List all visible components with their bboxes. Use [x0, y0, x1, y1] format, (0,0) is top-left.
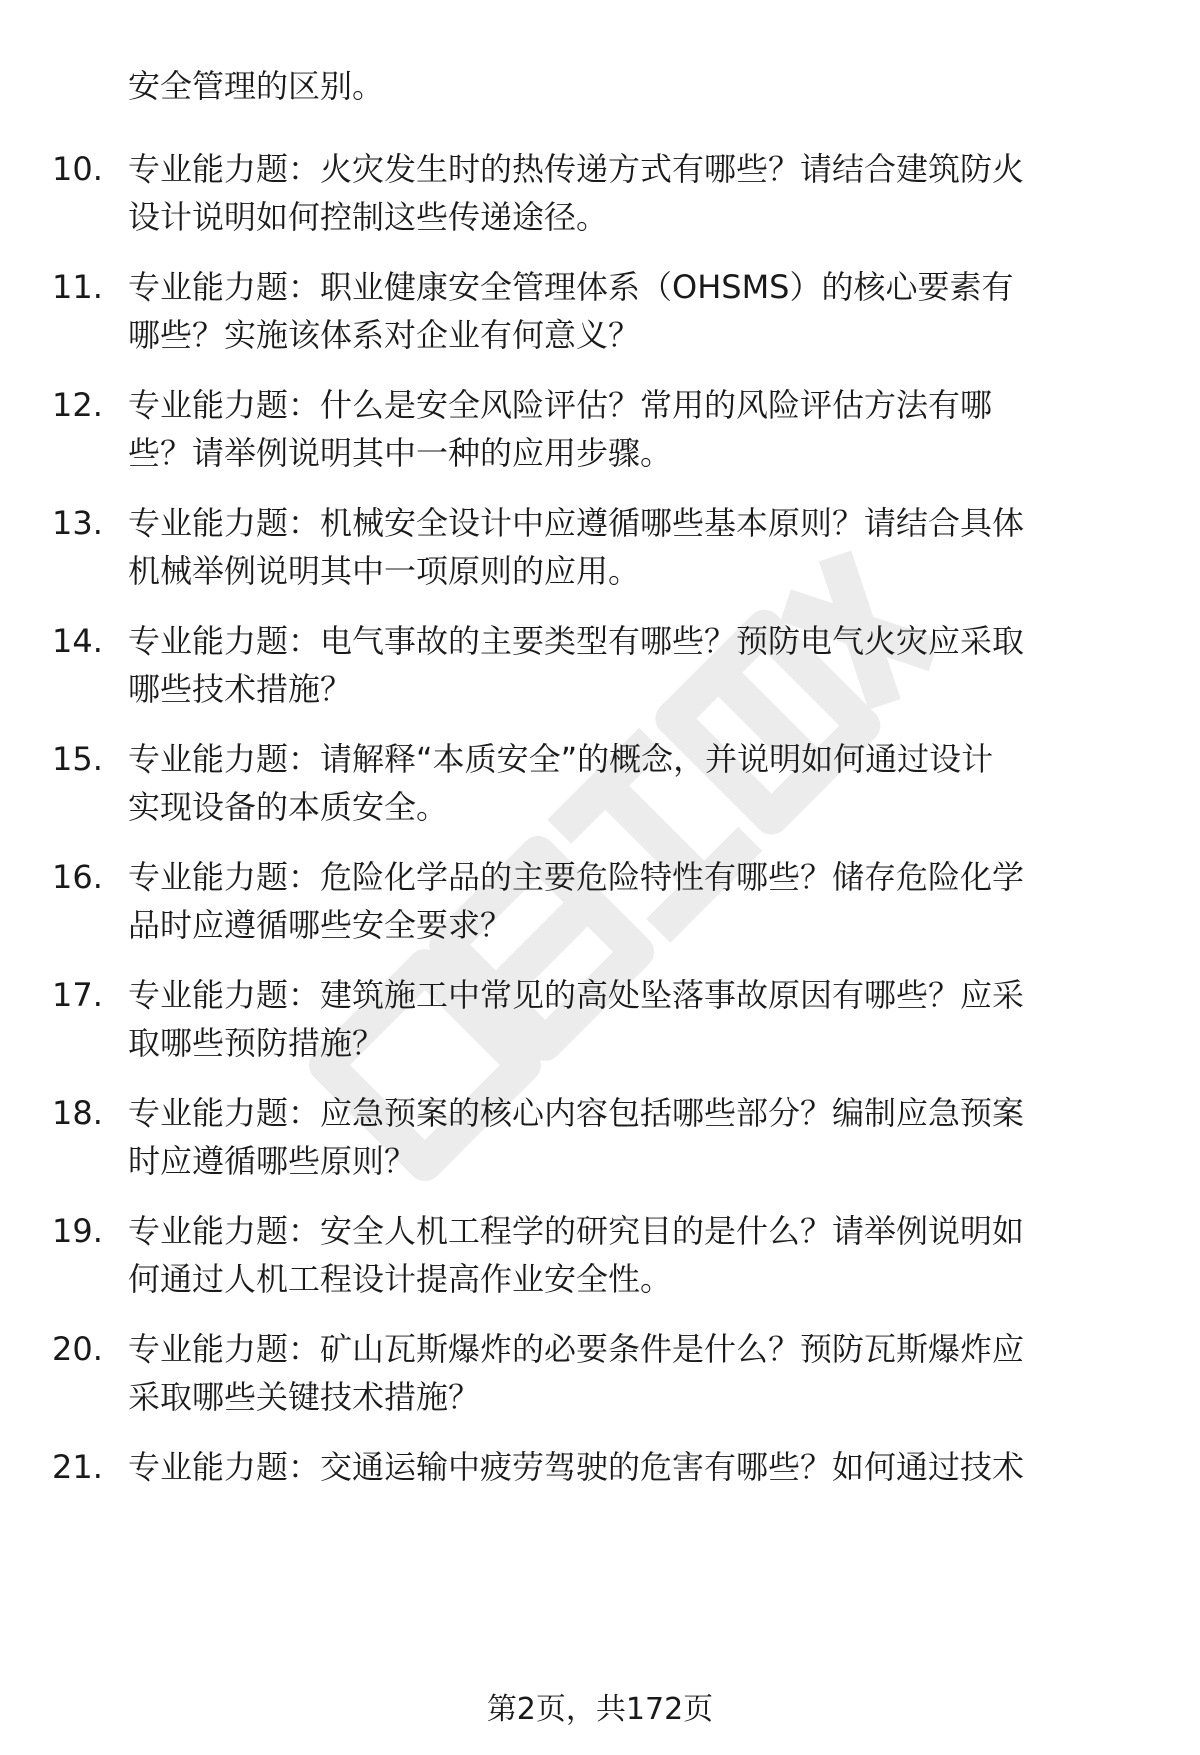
question-text-line: 专业能力题：火灾发生时的热传递方式有哪些？请结合建筑防火: [128, 150, 1025, 188]
question-text-line: 专业能力题：安全人机工程学的研究目的是什么？请举例说明如: [128, 1212, 1025, 1250]
question-number: 20.: [52, 1330, 103, 1368]
question-text-line: 专业能力题：机械安全设计中应遵循哪些基本原则？请结合具体: [128, 504, 1025, 542]
question-text-line: 哪些技术措施？: [128, 670, 353, 708]
question-text-line: 品时应遵循哪些安全要求？: [128, 906, 513, 944]
list-item: [0, 263, 1200, 363]
list-item: [0, 1089, 1200, 1189]
question-text-line: 专业能力题：电气事故的主要类型有哪些？预防电气火灾应采取: [128, 622, 1025, 660]
list-item: [0, 617, 1200, 717]
continuation-text: 安全管理的区别。: [128, 67, 385, 105]
question-number: 16.: [52, 858, 103, 896]
question-text-line: 专业能力题：建筑施工中常见的高处坠落事故原因有哪些？应采: [128, 976, 1025, 1014]
question-number: 12.: [52, 386, 103, 424]
question-text-line: 设计说明如何控制这些传递途径。: [128, 198, 609, 236]
list-item: [0, 1325, 1200, 1425]
question-number: 11.: [52, 268, 103, 306]
question-number: 14.: [52, 622, 103, 660]
question-text-line: 哪些？实施该体系对企业有何意义？: [128, 316, 641, 354]
question-text-line: 专业能力题：应急预案的核心内容包括哪些部分？编制应急预案: [128, 1094, 1025, 1132]
list-item: [0, 1443, 1200, 1543]
question-number: 10.: [52, 150, 103, 188]
question-text-line: 专业能力题：职业健康安全管理体系（OHSMS）的核心要素有: [128, 268, 1014, 306]
list-item: [0, 735, 1200, 835]
question-text-line: 专业能力题：交通运输中疲劳驾驶的危害有哪些？如何通过技术: [128, 1448, 1025, 1486]
list-item: [0, 971, 1200, 1071]
question-text-line: 专业能力题：危险化学品的主要危险特性有哪些？储存危险化学: [128, 858, 1025, 896]
question-text-line: 采取哪些关键技术措施？: [128, 1378, 481, 1416]
question-number: 21.: [52, 1448, 103, 1486]
question-text-line: 专业能力题：请解释“本质安全”的概念，并说明如何通过设计: [128, 740, 994, 778]
question-text-line: 取哪些预防措施？: [128, 1024, 385, 1062]
list-item: [0, 853, 1200, 953]
question-number: 13.: [52, 504, 103, 542]
question-text-line: 时应遵循哪些原则？: [128, 1142, 417, 1180]
question-text-line: 何通过人机工程设计提高作业安全性。: [128, 1260, 673, 1298]
list-item: [0, 381, 1200, 481]
question-text-line: 机械举例说明其中一项原则的应用。: [128, 552, 641, 590]
question-text-line: 专业能力题：矿山瓦斯爆炸的必要条件是什么？预防瓦斯爆炸应: [128, 1330, 1025, 1368]
question-number: 15.: [52, 740, 103, 778]
question-text-line: 些？请举例说明其中一种的应用步骤。: [128, 434, 673, 472]
list-item: [0, 499, 1200, 599]
question-number: 19.: [52, 1212, 103, 1250]
question-text-line: 专业能力题：什么是安全风险评估？常用的风险评估方法有哪: [128, 386, 993, 424]
list-item: [0, 1207, 1200, 1307]
page-footer: 第2页，共172页: [486, 1692, 714, 1727]
question-number: 18.: [52, 1094, 103, 1132]
list-item: [0, 145, 1200, 245]
question-text-line: 实现设备的本质安全。: [128, 788, 449, 826]
question-number: 17.: [52, 976, 103, 1014]
